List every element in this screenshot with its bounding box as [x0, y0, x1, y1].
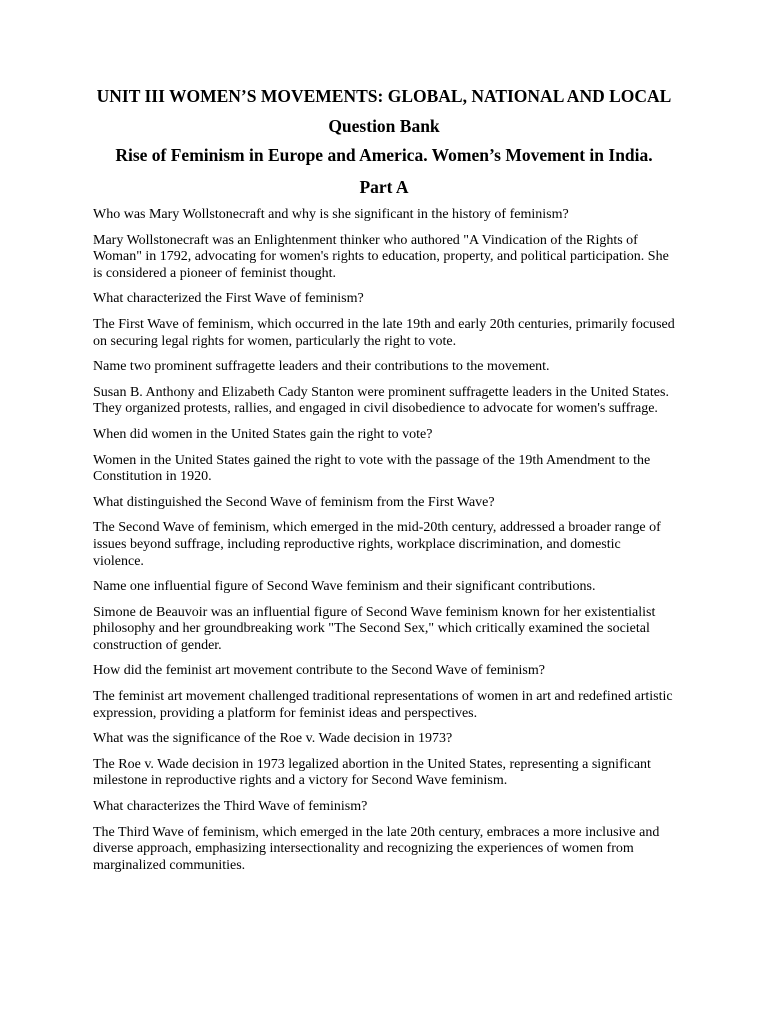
answer-9: The Third Wave of feminism, which emerged in the late 20th century, embraces a more inclusive and diverse approach, emphasizing intersectionality and recognizing the experiences of women from marginalized communities. — [93, 824, 660, 873]
answer-5: The Second Wave of feminism, which emerged in the mid-20th century, addressed a broader range of issues beyond suffrage, including reproductive rights, workplace discrimination, and domestic violence. — [93, 520, 661, 569]
question-9: What characterizes the Third Wave of feminism? — [93, 799, 368, 815]
answer-8: The Roe v. Wade decision in 1973 legalized abortion in the United States, representing a significant milestone in reproductive rights and a victory for Second Wave feminism. — [93, 756, 651, 789]
part-heading: Part A — [359, 177, 409, 197]
answer-4: Women in the United States gained the right to vote with the passage of the 19th Amendment to the Constitution in 1920. — [93, 452, 651, 485]
question-bank-heading: Question Bank — [328, 116, 440, 136]
question-answer-list — [93, 207, 675, 874]
answer-6: Simone de Beauvoir was an influential figure of Second Wave feminism known for her existentialist philosophy and her groundbreaking work "The Second Sex," which critically examined the societal construction of gender. — [93, 604, 656, 653]
answer-7: The feminist art movement challenged traditional representations of women in art and redefined artistic expression, providing a platform for feminist ideas and perspectives. — [93, 689, 673, 721]
question-6: Name one influential figure of Second Wave feminism and their significant contributions. — [93, 579, 596, 595]
question-2: What characterized the First Wave of feminism? — [93, 291, 364, 307]
question-3: Name two prominent suffragette leaders and their contributions to the movement. — [93, 359, 550, 375]
document-page — [93, 86, 675, 883]
answer-1: Mary Wollstonecraft was an Enlightenment thinker who authored "A Vindication of the Rights of Woman" in 1792, advocating for women's rights to education, property, and political participation. She is considered a pioneer of feminist thought. — [93, 232, 669, 281]
answer-2: The First Wave of feminism, which occurred in the late 19th and early 20th centuries, primarily focused on securing legal rights for women, particularly the right to vote. — [93, 316, 675, 349]
answer-3: Susan B. Anthony and Elizabeth Cady Stanton were prominent suffragette leaders in the United States. They organized protests, rallies, and engaged in civil disobedience to advocate for women's suffrage. — [93, 384, 669, 417]
question-7: How did the feminist art movement contribute to the Second Wave of feminism? — [93, 663, 545, 679]
unit-title: UNIT III WOMEN’S MOVEMENTS: GLOBAL, NATIONAL AND LOCAL — [96, 86, 672, 106]
section-heading: Rise of Feminism in Europe and America. Women’s Movement in India. — [115, 145, 653, 165]
question-5: What distinguished the Second Wave of feminism from the First Wave? — [93, 494, 495, 510]
question-1: Who was Mary Wollstonecraft and why is she significant in the history of feminism? — [93, 207, 569, 222]
question-8: What was the significance of the Roe v. Wade decision in 1973? — [93, 731, 453, 747]
question-4: When did women in the United States gain the right to vote? — [93, 426, 433, 442]
